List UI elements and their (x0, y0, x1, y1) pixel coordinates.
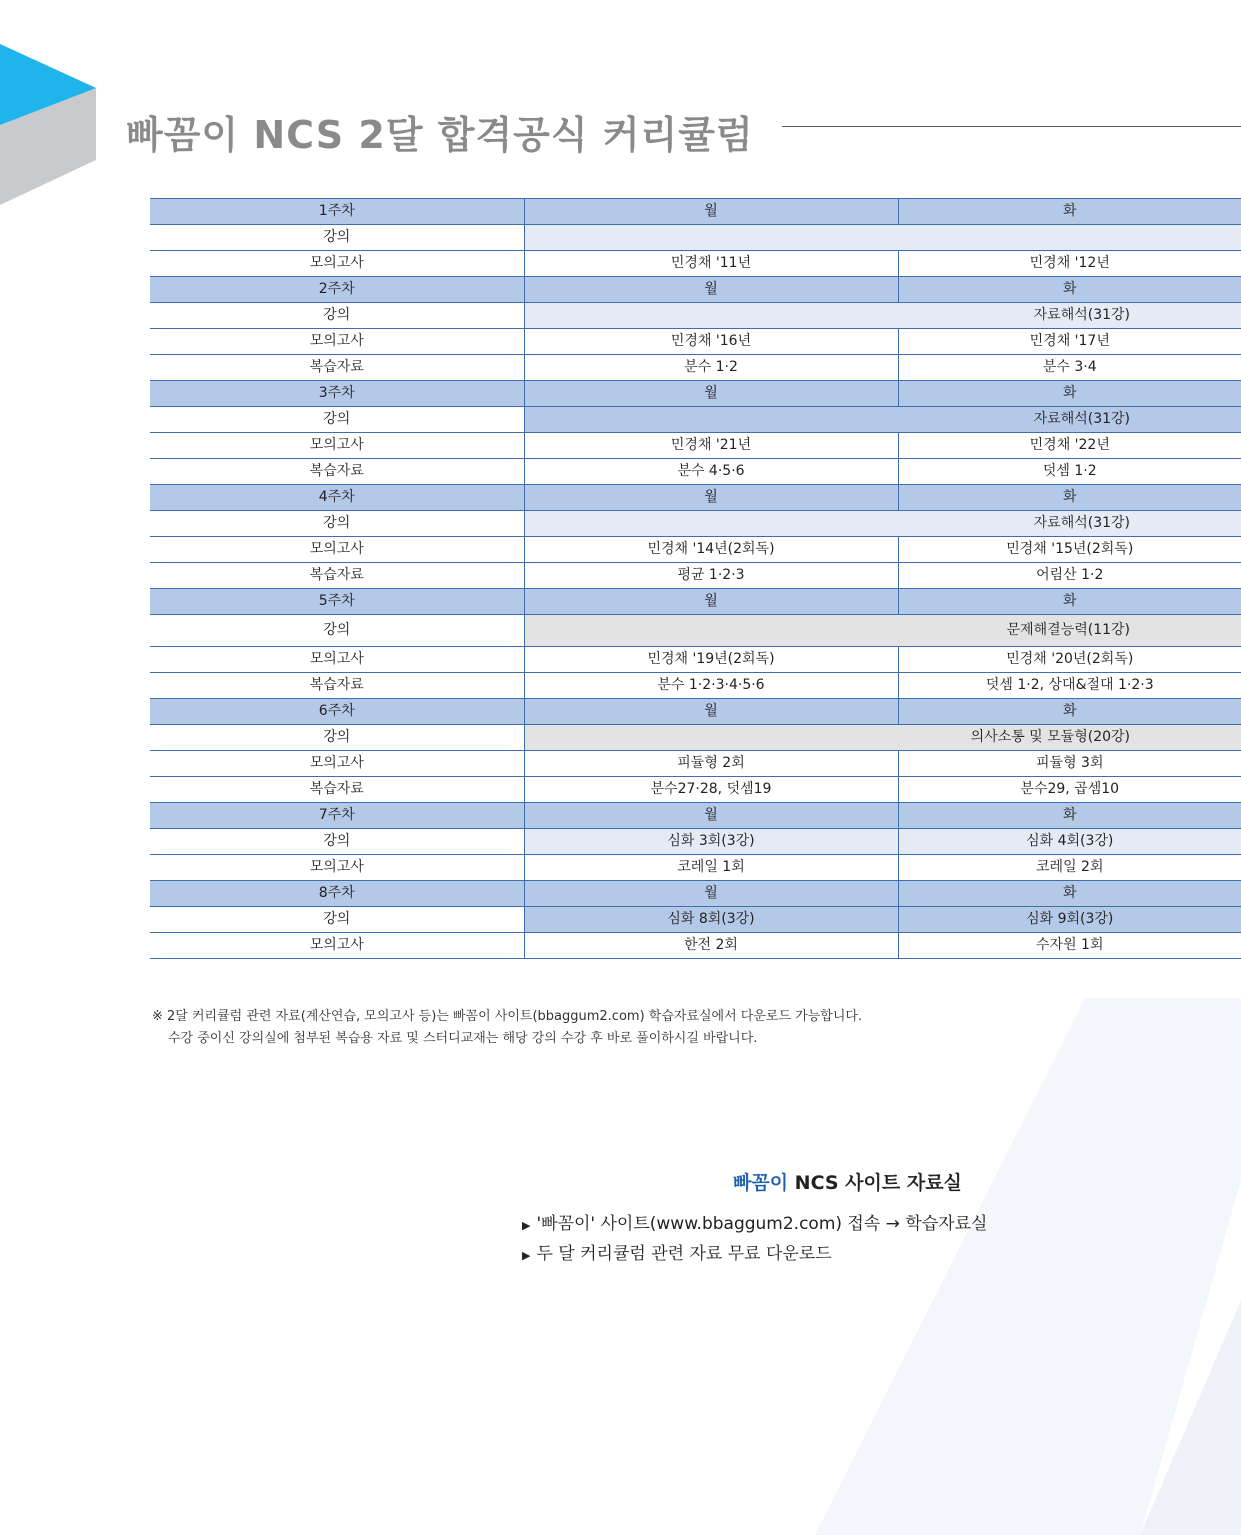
page-title: 빠꼼이 NCS 2달 합격공식 커리큘럼 (126, 113, 754, 157)
row-label: 모의고사 (150, 855, 524, 881)
day-header-tue: 화 (898, 277, 1241, 303)
brand-name: 빠꼼이 (733, 1172, 789, 1194)
site-section-title (733, 1168, 962, 1195)
table-row (150, 225, 1241, 251)
footnote (152, 1006, 862, 1050)
week-header-row (150, 803, 1241, 829)
table-row (150, 751, 1241, 777)
table-row (150, 615, 1241, 647)
cell-tue: 민경채 '12년 (898, 251, 1241, 277)
row-label: 강의 (150, 303, 524, 329)
cell-mon: 분수 1·2·3·4·5·6 (524, 673, 898, 699)
table-row (150, 511, 1241, 537)
week-label: 8주차 (150, 881, 524, 907)
row-label: 강의 (150, 407, 524, 433)
cell-mon: 심화 8회(3강) (524, 907, 898, 933)
site-bullet-1 (522, 1209, 987, 1234)
row-label: 강의 (150, 615, 524, 647)
week-label: 2주차 (150, 277, 524, 303)
table-row (150, 777, 1241, 803)
table-row (150, 563, 1241, 589)
row-label: 강의 (150, 225, 524, 251)
week-header-row (150, 381, 1241, 407)
week-label: 6주차 (150, 699, 524, 725)
day-header-mon: 월 (524, 699, 898, 725)
day-header-mon: 월 (524, 589, 898, 615)
site-bullet-2 (522, 1239, 832, 1264)
cell-tue: 민경채 '22년 (898, 433, 1241, 459)
site-title-text: NCS 사이트 자료실 (788, 1172, 962, 1194)
day-header-tue: 화 (898, 589, 1241, 615)
lecture-span-cell (524, 225, 1241, 251)
table-row (150, 355, 1241, 381)
cell-mon: 민경채 '11년 (524, 251, 898, 277)
day-header-tue: 화 (898, 699, 1241, 725)
triangle-right-icon: ▶ (522, 1219, 531, 1232)
footnote-line-2: 수강 중이신 강의실에 첨부된 복습용 자료 및 스터디교재는 해당 강의 수강 후 바로 풀이하시길 바랍니다. (168, 1031, 758, 1046)
row-label: 모의고사 (150, 251, 524, 277)
table-row (150, 407, 1241, 433)
week-header-row (150, 199, 1241, 225)
table-row (150, 673, 1241, 699)
row-label: 강의 (150, 511, 524, 537)
lecture-span-cell: 의사소통 및 모듈형(20강) (524, 725, 1241, 751)
footnote-line-1: ※ 2달 커리큘럼 관련 자료(계산연습, 모의고사 등)는 빠꼼이 사이트(bbaggum2.com) 학습자료실에서 다운로드 가능합니다. (152, 1009, 863, 1024)
title-divider (782, 126, 1241, 127)
row-label: 모의고사 (150, 433, 524, 459)
cell-mon: 피듈형 2회 (524, 751, 898, 777)
week-label: 1주차 (150, 199, 524, 225)
table-row (150, 459, 1241, 485)
week-header-row (150, 485, 1241, 511)
cell-tue: 심화 4회(3강) (898, 829, 1241, 855)
row-label: 모의고사 (150, 537, 524, 563)
bullet-2-text: 두 달 커리큘럼 관련 자료 무료 다운로드 (536, 1244, 832, 1264)
cell-mon: 심화 3회(3강) (524, 829, 898, 855)
row-label: 복습자료 (150, 777, 524, 803)
table-row (150, 647, 1241, 673)
row-label: 복습자료 (150, 355, 524, 381)
table-row (150, 303, 1241, 329)
cell-mon: 민경채 '14년(2회독) (524, 537, 898, 563)
week-label: 7주차 (150, 803, 524, 829)
table-row (150, 933, 1241, 959)
cell-tue: 덧셈 1·2, 상대&절대 1·2·3 (898, 673, 1241, 699)
cell-tue: 코레일 2회 (898, 855, 1241, 881)
cell-tue: 민경채 '20년(2회독) (898, 647, 1241, 673)
cell-tue: 수자원 1회 (898, 933, 1241, 959)
lecture-span-cell: 자료해석(31강) (524, 407, 1241, 433)
row-label: 모의고사 (150, 751, 524, 777)
triangle-right-icon: ▶ (522, 1249, 531, 1262)
cell-mon: 분수27·28, 덧셈19 (524, 777, 898, 803)
row-label: 모의고사 (150, 647, 524, 673)
cell-mon: 분수 4·5·6 (524, 459, 898, 485)
table-row (150, 329, 1241, 355)
table-row (150, 907, 1241, 933)
day-header-tue: 화 (898, 485, 1241, 511)
row-label: 모의고사 (150, 329, 524, 355)
cell-tue: 민경채 '15년(2회독) (898, 537, 1241, 563)
curriculum-table (150, 198, 1241, 959)
cell-tue: 덧셈 1·2 (898, 459, 1241, 485)
table-row (150, 829, 1241, 855)
week-label: 4주차 (150, 485, 524, 511)
row-label: 복습자료 (150, 459, 524, 485)
table-row (150, 855, 1241, 881)
day-header-tue: 화 (898, 381, 1241, 407)
row-label: 복습자료 (150, 563, 524, 589)
lecture-span-cell: 자료해석(31강) (524, 303, 1241, 329)
row-label: 강의 (150, 829, 524, 855)
day-header-mon: 월 (524, 881, 898, 907)
week-header-row (150, 589, 1241, 615)
bullet-1-text: '빠꼼이' 사이트(www.bbaggum2.com) 접속 → 학습자료실 (536, 1214, 988, 1234)
cell-mon: 민경채 '16년 (524, 329, 898, 355)
day-header-tue: 화 (898, 881, 1241, 907)
day-header-tue: 화 (898, 199, 1241, 225)
row-label: 강의 (150, 907, 524, 933)
table-row (150, 433, 1241, 459)
day-header-tue: 화 (898, 803, 1241, 829)
cell-tue: 어림산 1·2 (898, 563, 1241, 589)
cell-tue: 민경채 '17년 (898, 329, 1241, 355)
week-label: 3주차 (150, 381, 524, 407)
table-row (150, 537, 1241, 563)
day-header-mon: 월 (524, 381, 898, 407)
table-row (150, 251, 1241, 277)
row-label: 복습자료 (150, 673, 524, 699)
cell-mon: 민경채 '19년(2회독) (524, 647, 898, 673)
cell-mon: 분수 1·2 (524, 355, 898, 381)
row-label: 강의 (150, 725, 524, 751)
week-label: 5주차 (150, 589, 524, 615)
cell-tue: 피듈형 3회 (898, 751, 1241, 777)
week-header-row (150, 699, 1241, 725)
week-header-row (150, 881, 1241, 907)
table-row (150, 725, 1241, 751)
day-header-mon: 월 (524, 803, 898, 829)
cell-mon: 민경채 '21년 (524, 433, 898, 459)
cell-mon: 한전 2회 (524, 933, 898, 959)
cell-tue: 심화 9회(3강) (898, 907, 1241, 933)
lecture-span-cell: 자료해석(31강) (524, 511, 1241, 537)
week-header-row (150, 277, 1241, 303)
cell-tue: 분수29, 곱셈10 (898, 777, 1241, 803)
day-header-mon: 월 (524, 485, 898, 511)
cell-mon: 평균 1·2·3 (524, 563, 898, 589)
day-header-mon: 월 (524, 277, 898, 303)
cell-tue: 분수 3·4 (898, 355, 1241, 381)
row-label: 모의고사 (150, 933, 524, 959)
lecture-span-cell: 문제해결능력(11강) (524, 615, 1241, 647)
cell-mon: 코레일 1회 (524, 855, 898, 881)
day-header-mon: 월 (524, 199, 898, 225)
